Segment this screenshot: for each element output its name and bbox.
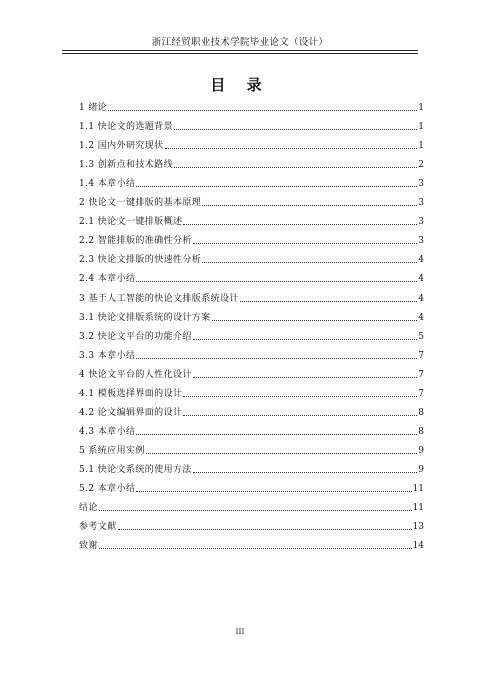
toc-entry[interactable] bbox=[79, 457, 424, 476]
toc-dot-leader bbox=[193, 472, 417, 473]
toc-entry-page: 14 bbox=[412, 541, 424, 552]
toc-entry-label: 4 快论文平台的人性化设计 bbox=[79, 369, 192, 380]
toc-entry[interactable] bbox=[79, 400, 424, 419]
toc-entry[interactable] bbox=[79, 438, 424, 457]
toc-entry-page: 7 bbox=[418, 369, 424, 380]
toc-entry-label: 4.3 本章小结 bbox=[79, 426, 136, 437]
toc-entry-label: 2 快论文一键排版的基本原理 bbox=[79, 198, 202, 209]
toc-entry[interactable] bbox=[79, 495, 424, 514]
toc-dot-leader bbox=[212, 320, 417, 321]
toc-entry-label: 3 基于人工智能的快论文排版系统设计 bbox=[79, 293, 239, 304]
toc-entry-label: 1.2 国内外研究现状 bbox=[79, 141, 164, 152]
toc-entry-page: 4 bbox=[418, 312, 424, 323]
toc-entry-label: 4.2 论文编辑界面的设计 bbox=[79, 407, 183, 418]
toc-entry[interactable] bbox=[79, 209, 424, 228]
toc-entry-label: 5.2 本章小结 bbox=[79, 483, 136, 494]
toc-dot-leader bbox=[136, 434, 417, 435]
toc-dot-leader bbox=[136, 186, 417, 187]
toc-entry[interactable] bbox=[79, 266, 424, 285]
toc-dot-leader bbox=[118, 529, 412, 530]
toc-entry-page: 11 bbox=[412, 503, 424, 514]
toc-entry-page: 9 bbox=[418, 464, 424, 475]
toc-dot-leader bbox=[202, 205, 417, 206]
toc-entry-page: 3 bbox=[418, 179, 424, 190]
toc-entry[interactable] bbox=[79, 285, 424, 304]
toc-entry-label: 结论 bbox=[79, 503, 98, 514]
toc-entry-label: 1.4 本章小结 bbox=[79, 179, 136, 190]
toc-dot-leader bbox=[99, 548, 412, 549]
toc-entry-label: 2.2 智能排版的准确性分析 bbox=[79, 236, 192, 247]
toc-entry-label: 1.1 快论文的选题背景 bbox=[79, 122, 173, 133]
toc-dot-leader bbox=[136, 358, 417, 359]
toc-dot-leader bbox=[174, 129, 417, 130]
toc-entry-page: 9 bbox=[418, 445, 424, 456]
toc-entry-label: 参考文献 bbox=[79, 522, 117, 533]
table-of-contents bbox=[79, 95, 424, 552]
toc-entry[interactable] bbox=[79, 476, 424, 495]
toc-title: 目 录 bbox=[210, 76, 270, 94]
page-number: III bbox=[235, 627, 245, 636]
toc-dot-leader bbox=[193, 377, 417, 378]
toc-entry-page: 1 bbox=[418, 141, 424, 152]
toc-entry[interactable] bbox=[79, 362, 424, 381]
header-rule-thin bbox=[62, 53, 418, 54]
toc-dot-leader bbox=[136, 281, 417, 282]
toc-entry-page: 11 bbox=[412, 483, 424, 494]
toc-entry-page: 3 bbox=[418, 236, 424, 247]
toc-entry-label: 5 系统应用实例 bbox=[79, 445, 145, 456]
toc-entry-page: 1 bbox=[418, 103, 424, 114]
toc-dot-leader bbox=[240, 301, 417, 302]
toc-dot-leader bbox=[99, 510, 412, 511]
toc-entry-page: 8 bbox=[418, 407, 424, 418]
toc-entry[interactable] bbox=[79, 133, 424, 152]
toc-entry[interactable] bbox=[79, 152, 424, 171]
toc-entry-label: 3.1 快论文排版系统的设计方案 bbox=[79, 312, 211, 323]
toc-dot-leader bbox=[193, 339, 417, 340]
toc-entry-page: 4 bbox=[418, 293, 424, 304]
toc-dot-leader bbox=[146, 453, 417, 454]
toc-entry-page: 3 bbox=[418, 198, 424, 209]
toc-dot-leader bbox=[108, 110, 417, 111]
toc-dot-leader bbox=[202, 262, 417, 263]
toc-dot-leader bbox=[136, 491, 411, 492]
toc-entry-label: 2.1 快论文一键排版概述 bbox=[79, 217, 183, 228]
toc-entry-label: 致谢 bbox=[79, 541, 98, 552]
toc-entry-page: 2 bbox=[418, 160, 424, 171]
toc-entry[interactable] bbox=[79, 171, 424, 190]
toc-entry-page: 7 bbox=[418, 388, 424, 399]
toc-dot-leader bbox=[183, 224, 417, 225]
toc-dot-leader bbox=[165, 148, 417, 149]
toc-entry[interactable] bbox=[79, 533, 424, 552]
toc-entry-label: 4.1 模板选择界面的设计 bbox=[79, 388, 183, 399]
running-header: 浙江经贸职业技术学院毕业论文（设计） bbox=[151, 37, 329, 48]
toc-dot-leader bbox=[193, 243, 417, 244]
toc-entry-page: 3 bbox=[418, 217, 424, 228]
toc-entry-label: 2.4 本章小结 bbox=[79, 274, 136, 285]
toc-dot-leader bbox=[183, 396, 417, 397]
toc-entry[interactable] bbox=[79, 305, 424, 324]
toc-entry-page: 13 bbox=[412, 522, 424, 533]
toc-dot-leader bbox=[183, 415, 417, 416]
toc-entry-page: 4 bbox=[418, 274, 424, 285]
toc-entry[interactable] bbox=[79, 324, 424, 343]
toc-entry-label: 3.2 快论文平台的功能介绍 bbox=[79, 331, 192, 342]
toc-entry[interactable] bbox=[79, 95, 424, 114]
toc-entry[interactable] bbox=[79, 228, 424, 247]
header-rule-thick bbox=[62, 50, 418, 51]
toc-entry-label: 1.3 创新点和技术路线 bbox=[79, 160, 173, 171]
toc-entry-label: 2.3 快论文排版的快速性分析 bbox=[79, 255, 202, 266]
toc-entry[interactable] bbox=[79, 343, 424, 362]
toc-entry-page: 5 bbox=[418, 331, 424, 342]
toc-entry-label: 3.3 本章小结 bbox=[79, 350, 136, 361]
toc-entry[interactable] bbox=[79, 190, 424, 209]
toc-entry-label: 1 绪论 bbox=[79, 103, 108, 114]
toc-entry[interactable] bbox=[79, 514, 424, 533]
toc-entry-label: 5.1 快论文系统的使用方法 bbox=[79, 464, 192, 475]
toc-entry[interactable] bbox=[79, 114, 424, 133]
toc-entry-page: 1 bbox=[418, 122, 424, 133]
toc-entry[interactable] bbox=[79, 247, 424, 266]
toc-dot-leader bbox=[174, 167, 417, 168]
toc-entry-page: 4 bbox=[418, 255, 424, 266]
toc-entry[interactable] bbox=[79, 381, 424, 400]
toc-entry[interactable] bbox=[79, 419, 424, 438]
toc-entry-page: 8 bbox=[418, 426, 424, 437]
toc-entry-page: 7 bbox=[418, 350, 424, 361]
